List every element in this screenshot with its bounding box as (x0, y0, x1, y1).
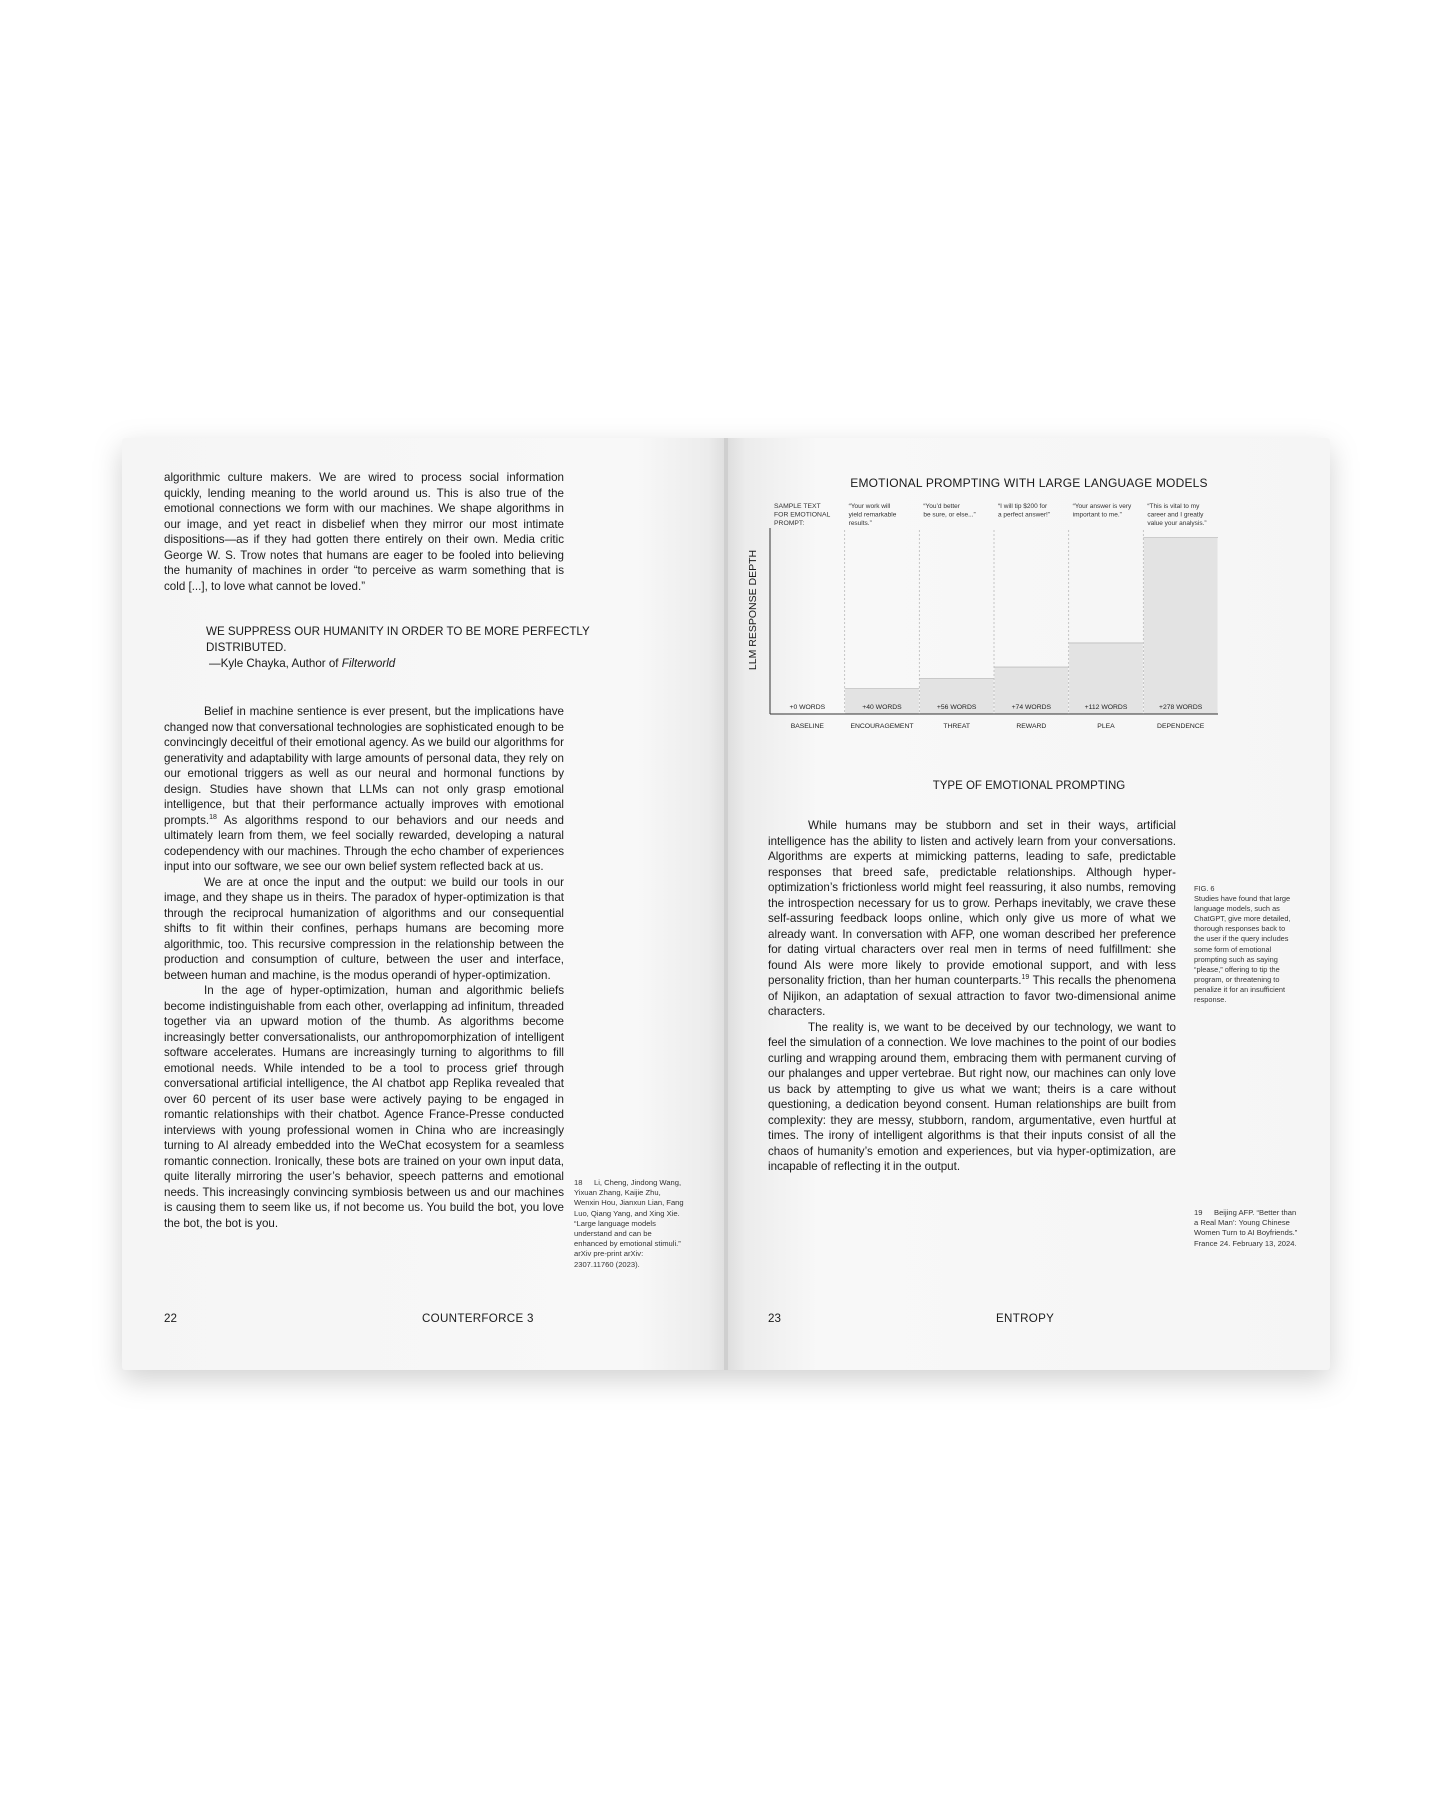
sample-text-dependence: “This is vital to my (1147, 503, 1200, 510)
category-label-encouragement: ENCOURAGEMENT (850, 723, 914, 730)
value-label-reward: +74 WORDS (1011, 704, 1052, 711)
paragraph-input-output: We are at once the input and the output: we build our tools in our image, and they shape us in theirs. The paradox of hyper-optimization is that through the reciprocal humanization of algorithms and our consequential shifts to fit within their confines, perhaps humans are becoming more algorithmic, too. This recursive compression in the relationship between the production and consumption of culture, between the user and interface, between human and machine, is the modus operandi of hyper-optimization. (164, 875, 564, 982)
footnote-ref-18[interactable]: 18 (209, 813, 217, 821)
running-head: COUNTERFORCE 3 (422, 1312, 534, 1325)
right-main-body (768, 818, 1176, 1175)
bar-dependence (1144, 538, 1218, 714)
book-spread (122, 438, 1330, 1370)
value-label-encouragement: +40 WORDS (862, 704, 902, 711)
sample-text-plea: important to me.” (1072, 511, 1122, 519)
footnote-18 (574, 1178, 684, 1270)
right-page (728, 438, 1330, 1370)
pull-quote-text: WE SUPPRESS OUR HUMANITY IN ORDER TO BE MORE PERFECTLY DISTRIBUTED. (206, 625, 590, 654)
attribution-author: —Kyle Chayka, Author of (209, 657, 342, 670)
paragraph-text: Belief in machine sentience is ever present, but the implications have changed now that conversational technologies are sophisticated enough to be convincingly deceitful of their emotional agency. As we build our algorithms for generativity and adaptability with large amounts of personal data, they rely on our emotional triggers as well as our neural and hormonal functions by design. Studies have shown that LLMs can not only grasp emotional intelligence, but that their performance actually improves with emotional prompts. (164, 705, 564, 827)
sample-text-threat: be sure, or else...” (923, 511, 976, 519)
left-top-paragraph (164, 470, 564, 594)
running-head: ENTROPY (996, 1312, 1055, 1325)
left-page (122, 438, 726, 1370)
paragraph-text: This recalls the phenomena of Nijikon, an adaptation of sexual attraction to favor two-dimensional anime characters. (768, 974, 1177, 1018)
value-label-dependence: +278 WORDS (1159, 704, 1203, 711)
value-label-threat: +56 WORDS (936, 704, 977, 711)
sample-text-plea: “Your answer is very (1072, 503, 1132, 510)
figure-label: FIG. 6 (1194, 884, 1215, 893)
figure-caption-text: Studies have found that large language models, such as ChatGPT, give more detailed, thorough responses back to the user if the query includes some form of emotional prompting such as saying “please,” offering to tip the program, or threatening to penalize it for an insufficient response. (1194, 894, 1291, 1005)
pull-quote-attribution (206, 656, 626, 672)
sample-text-encouragement: yield remarkable (848, 511, 897, 519)
paragraph-text: algorithmic culture makers. We are wired to process social information quickly, lending meaning to the world around us. This is also true of the emotional connections we form with our machines. We shape algorithms in our image, and yet react in disbelief when they mirror our most intimate dispositions—as if they had gotten there entirely on their own. Media critic George W. S. Trow notes that humans are eager to be fooled into believing the humanity of machines in order “to perceive as warm something that is cold [...], to love what cannot be loved.” (164, 471, 564, 593)
sample-text-dependence: value your analysis.” (1147, 520, 1207, 528)
paragraph-belief (164, 704, 564, 875)
paragraph-text: While humans may be stubborn and set in their ways, artificial intelligence has the ability to listen and actively learn from your conversations. Algorithms are experts at mimicking patterns, leading to safe, predictable responses that breed safe, predictable relationships. Although hyper-optimization’s frictionless world might feel reassuring, it also numbs, removing the introspection necessary for us to grow. Perhaps inevitably, we crave these self-assuring feedback loops online, which only give us more of what we already want. In conversation with AFP, one woman described her preference for dating virtual characters over real men in terms of need fulfillment: she found AIs were more likely to provide emotional support, and with less personality friction, than her human counterparts. (768, 819, 1176, 987)
pull-quote (206, 624, 626, 672)
chart-y-axis-title: LLM RESPONSE DEPTH (747, 549, 759, 671)
category-label-dependence: DEPENDENCE (1157, 723, 1205, 730)
left-main-body (164, 704, 564, 1231)
sample-text-reward: a perfect answer!” (998, 511, 1051, 519)
category-label-reward: REWARD (1016, 723, 1047, 730)
sample-text-encouragement: results.” (848, 520, 872, 528)
chart-x-axis-title: TYPE OF EMOTIONAL PROMPTING (932, 780, 1126, 792)
category-label-plea: PLEA (1097, 723, 1115, 730)
value-label-baseline: +0 WORDS (789, 704, 826, 711)
footnote-ref-19[interactable]: 19 (1021, 974, 1030, 982)
chart-title: EMOTIONAL PROMPTING WITH LARGE LANGUAGE MODELS (850, 476, 1208, 490)
paragraph-text: As algorithms respond to our behaviors and our needs and ultimately learn from them, we feel socially rewarded, developing a natural codependency with our machines. Through the echo chamber of experiences input into our software, we see our own belief system reflected back at us. (164, 813, 564, 873)
page-number: 22 (164, 1312, 177, 1325)
figure-caption (1194, 884, 1292, 1005)
sample-text-header: PROMPT: (774, 520, 805, 528)
attribution-book-title: Filterworld (341, 657, 396, 670)
sample-text-threat: “You’d better (923, 503, 960, 510)
emotional-prompting-chart (728, 438, 1330, 778)
sample-text-header: FOR EMOTIONAL (774, 511, 831, 519)
paragraph-reality: The reality is, we want to be deceived by our technology, we want to feel the simulation of a connection. We love machines to the point of our bodies curling and wrapping around them, embracing them with permanent curving of our phalanges and upper vertebrae. But right now, our machines can only love us back by attempting to give us what we want; theirs is a care without questioning, a dedication beyond consent. Human relationships are built from complexity: they are messy, stubborn, random, argumentative, even hurtful at times. The irony of intelligent algorithms is that their inputs consist of all the chaos of humanity’s emotion and experiences, but via hyper-optimization, are incapable of reflecting it in the output. (768, 1020, 1176, 1173)
paragraph-stubborn (768, 818, 1176, 1020)
sample-text-dependence: career and I greatly (1147, 511, 1204, 519)
footnote-19 (1194, 1208, 1298, 1249)
category-label-baseline: BASELINE (790, 723, 824, 730)
sample-text-encouragement: “Your work will (848, 503, 891, 510)
page-number: 23 (768, 1312, 781, 1325)
sample-text-header: SAMPLE TEXT (774, 503, 821, 510)
paragraph-hyper-optimization: In the age of hyper-optimization, human and algorithmic beliefs become indistinguishable from each other, overlapping ad infinitum, threaded together via an upward motion of the thumb. As algorithms become increasingly better conversationalists, our anthropomorphization of intelligent software accelerates. Humans are increasingly turning to algorithms to fill emotional needs. While intended to be a tool to process grief through conversational artificial intelligence, the AI chatbot app Replika revealed that over 60 percent of its user base were actively paying to be engaged in romantic relationships with their chatbot. Agence France-Presse conducted interviews with young professional women in China who are increasingly turning to AI already embedded into the WeChat ecosystem for a seamless romantic connection. Ironically, these bots are trained on your own input data, quite literally mirroring the user’s behavior, speech patterns and emotional needs. This increasingly convincing symbiosis between us and our machines is causing them to seem like us, if not become us. You build the bot, you love the bot, the bot is you. (164, 984, 564, 1230)
footnote-text: Beijing AFP. “Better than a Real Man’: Young Chinese Women Turn to AI Boyfriends.” France 24. February 13, 2024. (1194, 1208, 1298, 1248)
footnote-text: Li, Cheng, Jindong Wang, Yixuan Zhang, Kaijie Zhu, Wenxin Hou, Jianxun Lian, Fang Luo, Qiang Yang, and Xing Xie. “Large language models understand and can be enhanced by emotional stimuli.” arXiv pre-print arXiv: 2307.11760 (2023). (574, 1178, 684, 1269)
sample-text-reward: “I will tip $200 for (998, 503, 1048, 510)
footnote-number: 19 (1194, 1208, 1203, 1217)
footnote-number: 18 (574, 1178, 583, 1187)
category-label-threat: THREAT (943, 723, 971, 730)
value-label-plea: +112 WORDS (1084, 704, 1128, 711)
